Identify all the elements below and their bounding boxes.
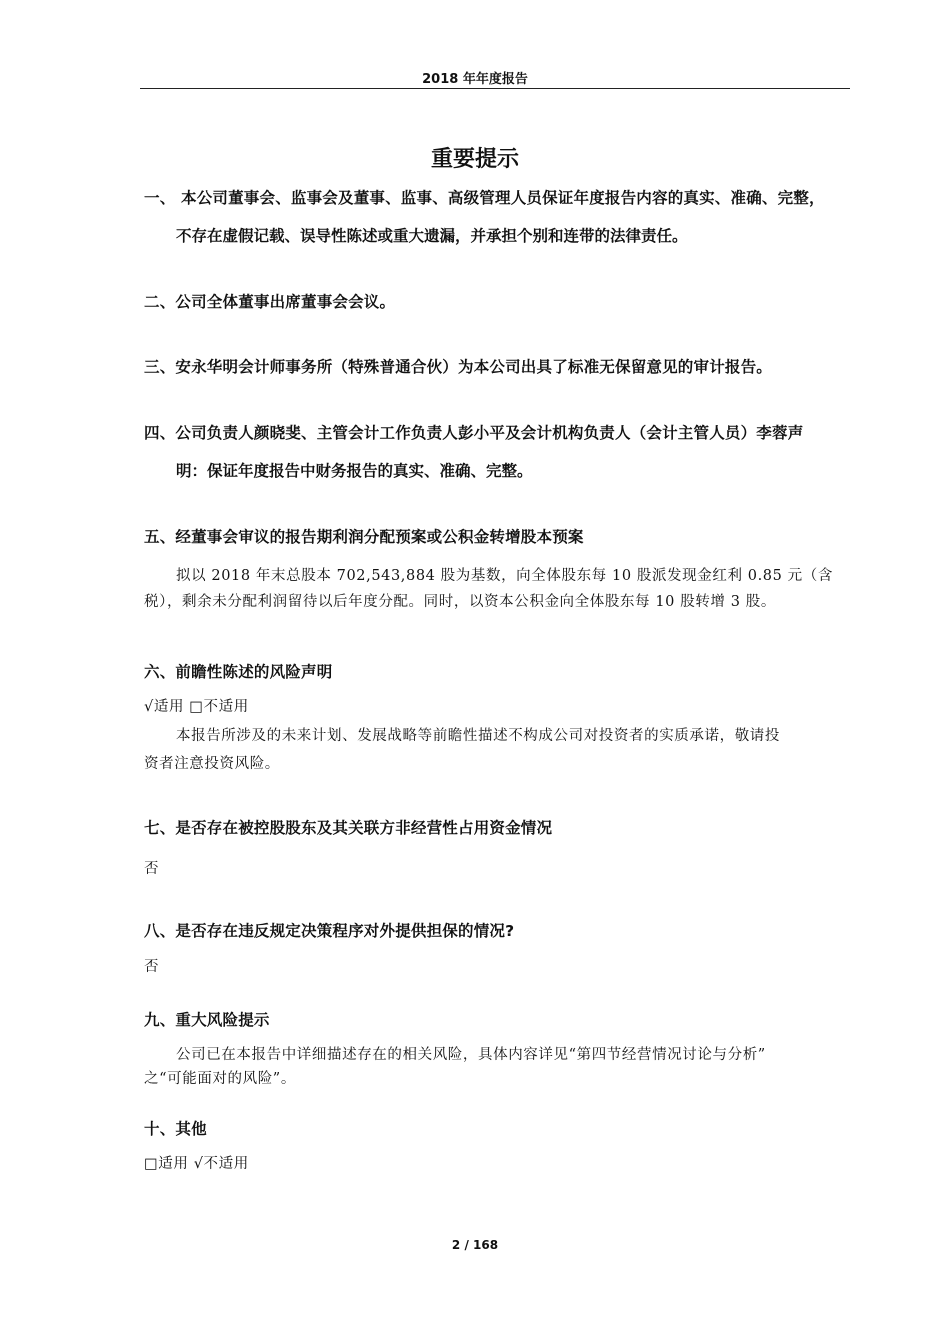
section-4-line-2: 明：保证年度报告中财务报告的真实、准确、完整。 [176,462,533,480]
section-10-applicability: □适用 √不适用 [144,1156,249,1172]
section-5-body-line-1: 拟以 2018 年末总股本 702,543,884 股为基数，向全体股东每 10 股派发现金红利 0.85 元（含 [176,568,833,584]
section-9-body-line-2: 之“可能面对的风险”。 [144,1071,296,1087]
section-8-answer: 否 [144,959,160,975]
section-4-line-1: 四、公司负责人颜晓斐、主管会计工作负责人彭小平及会计机构负责人（会计主管人员）李蓉声 [144,424,804,442]
section-7-heading: 七、是否存在被控股股东及其关联方非经营性占用资金情况 [144,819,553,837]
document-title: 重要提示 [430,147,519,172]
section-1-line-1: 一、 本公司董事会、监事会及董事、监事、高级管理人员保证年度报告内容的真实、准确、完整， [144,189,825,207]
section-8-heading: 八、是否存在违反规定决策程序对外提供担保的情况? [144,922,515,940]
section-5-body-line-2: 税），剩余未分配利润留待以后年度分配。同时，以资本公积金向全体股东每 10 股转增 3 股。 [144,594,776,610]
section-6-body-line-1: 本报告所涉及的未来计划、发展战略等前瞻性描述不构成公司对投资者的实质承诺，敬请投 [176,728,780,744]
page-number: 2 / 168 [451,1238,499,1252]
page-header: 2018 年年度报告 [422,72,528,87]
header-divider [140,88,850,89]
section-6-heading: 六、前瞻性陈述的风险声明 [144,663,333,681]
section-5-heading: 五、经董事会审议的报告期利润分配预案或公积金转增股本预案 [144,528,584,546]
section-10-heading: 十、其他 [144,1120,207,1138]
section-6-body-line-2: 资者注意投资风险。 [144,756,280,772]
section-9-heading: 九、重大风险提示 [144,1011,270,1029]
section-3-heading: 三、安永华明会计师事务所（特殊普通合伙）为本公司出具了标准无保留意见的审计报告。 [144,358,773,376]
section-2-heading: 二、公司全体董事出席董事会会议。 [144,293,396,311]
section-9-body-line-1: 公司已在本报告中详细描述存在的相关风险，具体内容详见“第四节经营情况讨论与分析” [176,1047,766,1063]
section-6-applicability: √适用 □不适用 [144,699,249,715]
section-7-answer: 否 [144,861,160,877]
section-1-line-2: 不存在虚假记载、误导性陈述或重大遗漏，并承担个别和连带的法律责任。 [176,227,688,245]
